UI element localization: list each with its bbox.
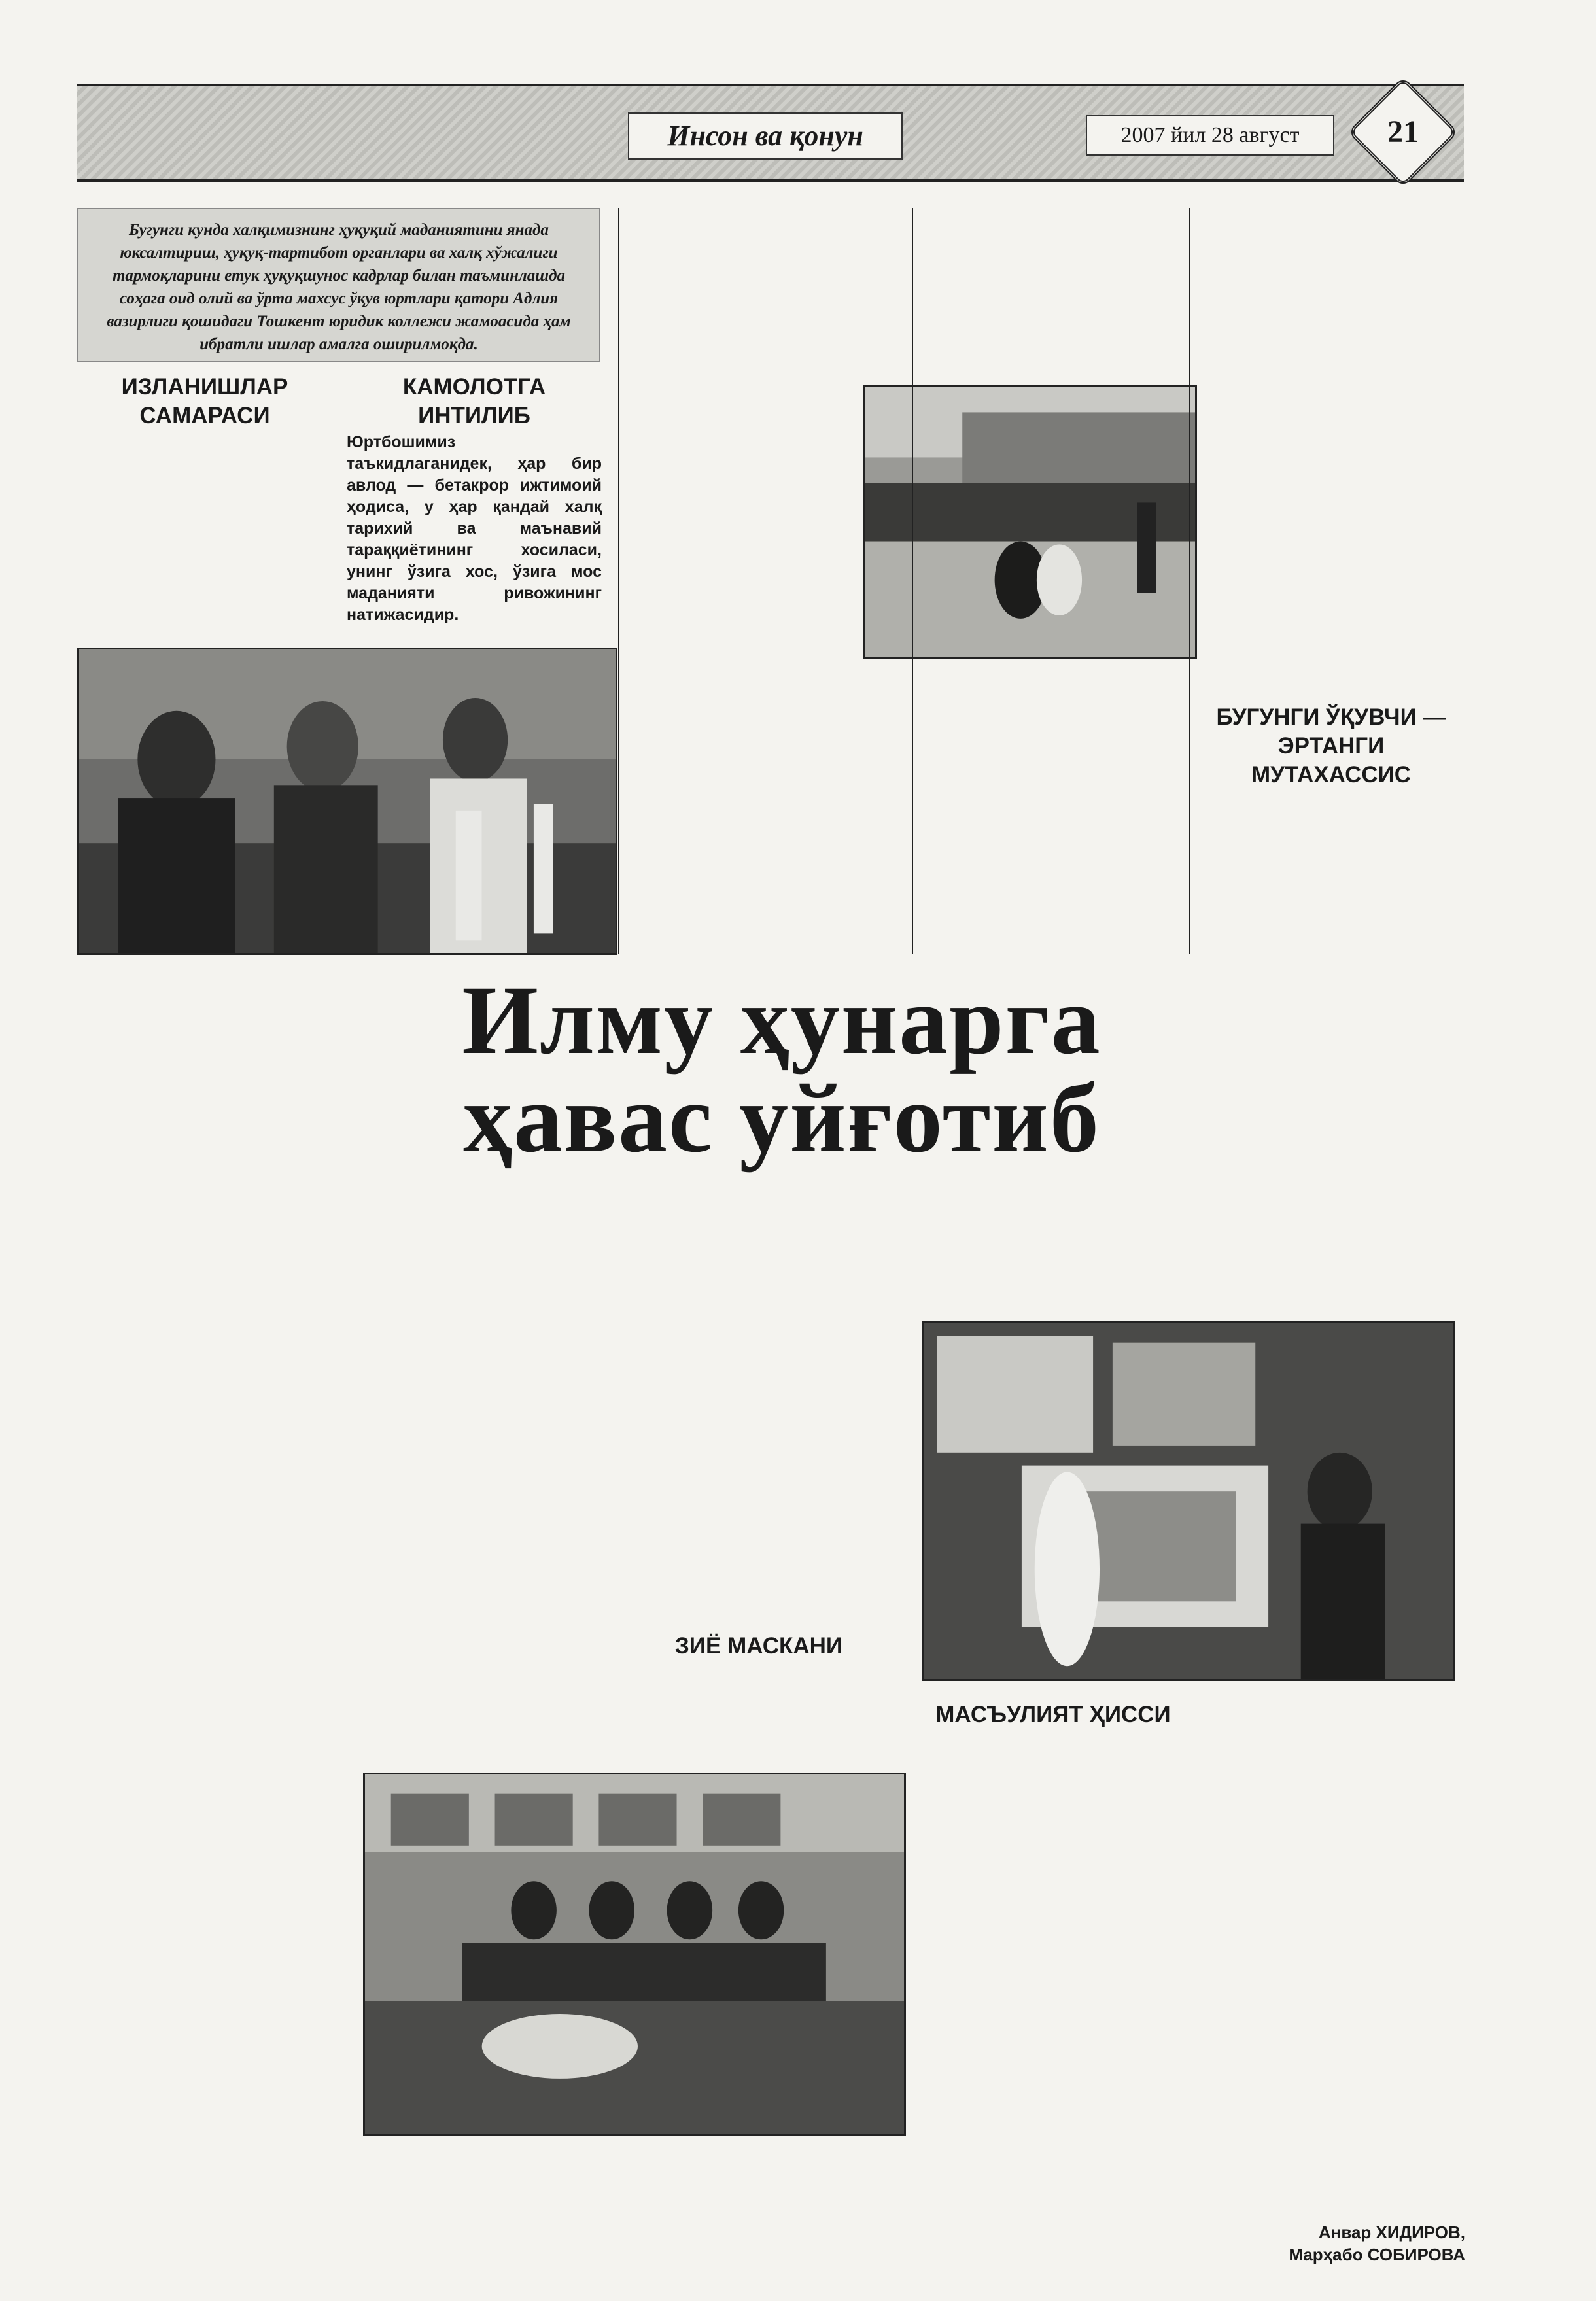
column-5-top [1197, 208, 1465, 699]
photo-wrestling-event [863, 385, 1197, 659]
column-rule [912, 208, 913, 954]
column-rule [1189, 208, 1190, 954]
headline-line-1: Илму ҳунарга [462, 966, 1102, 1075]
column-maturity-top [347, 582, 602, 654]
photo-exhibition-costumes [922, 1321, 1455, 1681]
headline-line-2: ҳавас уйғотиб [463, 1064, 1100, 1173]
main-headline [373, 966, 1190, 1173]
column-3-foot [628, 2139, 903, 2270]
column-4-bottom [922, 1766, 1184, 2250]
photo-officials-table [77, 648, 617, 955]
column-5-bottom [1197, 1701, 1465, 2171]
author-2: Марҳабо СОБИРОВА [1289, 2245, 1465, 2264]
column-4-mid [922, 661, 1184, 948]
section-title: Инсон ва қонун [628, 112, 903, 160]
column-1-bottom [77, 965, 385, 2207]
maturity-lead: Юртбошимиз таъкидлаганидек, ҳар бир авлод — бетакрор ижтимоий ҳодиса, у ҳар қандай халқ тарихий ва маънавий тараққиётининг хосиласи, унинг ўзига хос, ўзига мос маданияти ривожининг натижасидир. [347, 433, 602, 624]
heading-light: ЗИЁ МАСКАНИ [674, 1633, 843, 1659]
column-3-lower [628, 1671, 903, 1769]
column-3-mid [628, 1236, 903, 1629]
column-4-top [922, 208, 1184, 378]
column-4-lower [922, 1236, 1184, 1321]
heading-student: БУГУНГИ ЎҚУВЧИ — ЭРТАНГИ МУТАХАССИС [1216, 704, 1446, 787]
column-research-top [77, 432, 332, 654]
intro-box: Бугунги кунда халқимизнинг ҳуқуқий маданиятини янада юксалтириш, ҳуқуқ-тартибот органлари ва халқ хўжалиги тармоқларини етук ҳуқуқшунос кадрлар билан таъминлашда соҳага оид олий ва ўрта махсус ўқув юртлари қатори Адлия вазирлиги қошидаги Тошкент юридик коллежи жамоасида ҳам ибратли ишлар амалга оширилмоқда. [77, 208, 600, 362]
column-2-bottom [347, 1236, 618, 1746]
heading-research: ИЗЛАНИШЛАР САМАРАСИ [121, 374, 288, 428]
page-number: 21 [1387, 114, 1419, 149]
column-rule [618, 208, 619, 954]
author-1: Анвар ХИДИРОВ, [1318, 2223, 1465, 2242]
issue-date: 2007 йил 28 август [1086, 115, 1334, 156]
heading-maturity: КАМОЛОТГА ИНТИЛИБ [402, 374, 546, 428]
column-2-foot [347, 2139, 618, 2270]
heading-responsibility: МАСЪУЛИЯТ ҲИССИ [935, 1702, 1171, 1727]
photo-meeting-room [363, 1773, 906, 2136]
